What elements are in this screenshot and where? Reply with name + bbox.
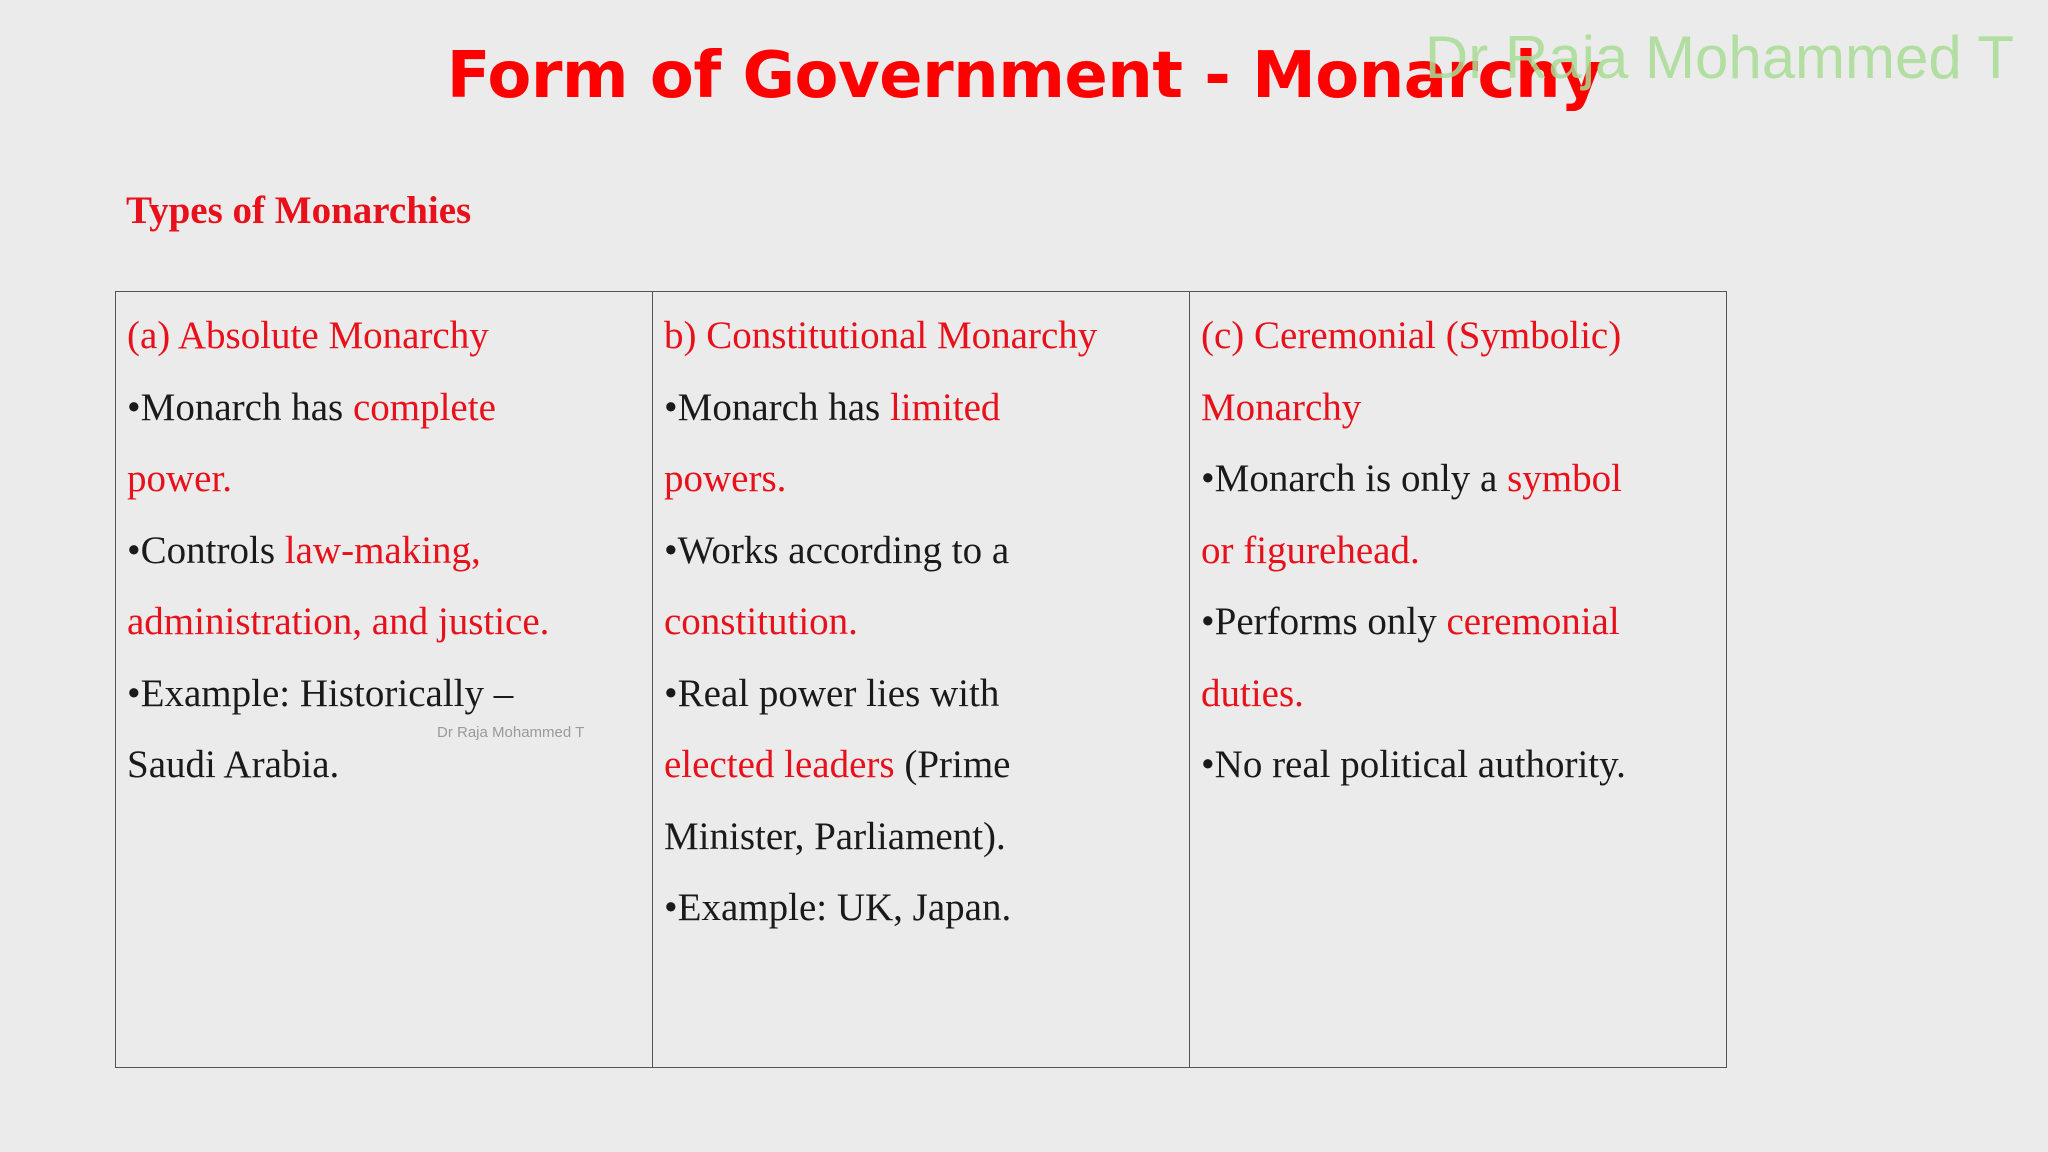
highlighted-text: power. (127, 457, 233, 500)
body-text: •Real power lies with (664, 671, 1000, 715)
bullet-line (1201, 515, 1716, 587)
body-text: •Monarch has (664, 385, 890, 429)
bullet-line (127, 515, 642, 587)
body-text: (Prime (894, 743, 1011, 786)
slide-title: Form of Government - Monarchy (446, 39, 1602, 113)
column-heading: (a) Absolute Monarchy (127, 314, 489, 357)
highlighted-text: or figurehead. (1201, 528, 1420, 572)
column-heading-line (1201, 300, 1716, 372)
highlighted-text: complete (352, 385, 496, 429)
body-text: Minister, Parliament). (664, 814, 1006, 858)
body-text: •Works according to a (664, 528, 1010, 572)
bullet-line (127, 372, 642, 444)
body-text: •Controls (127, 528, 285, 572)
highlighted-text: constitution. (664, 600, 858, 643)
highlighted-text: elected leaders (664, 743, 895, 786)
column-text (664, 300, 1179, 944)
bullet-line (664, 801, 1179, 873)
bullet-line (664, 872, 1179, 944)
bullet-line (664, 443, 1179, 515)
bullet-line (127, 586, 642, 658)
column-absolute-monarchy (116, 292, 653, 1067)
body-text: Saudi Arabia. (127, 743, 340, 786)
column-heading-line (664, 300, 1179, 372)
bullet-line (127, 658, 642, 730)
column-heading: b) Constitutional Monarchy (664, 314, 1098, 357)
column-heading-line (1201, 372, 1716, 444)
section-subtitle: Types of Monarchies (126, 189, 472, 232)
highlighted-text: duties. (1201, 671, 1304, 715)
monarchy-types-table (115, 291, 1727, 1068)
column-heading: (c) Ceremonial (Symbolic) (1201, 314, 1622, 357)
body-text: •Monarch is only a (1201, 457, 1508, 500)
body-text: •No real political authority. (1201, 743, 1626, 786)
highlighted-text: symbol (1507, 457, 1622, 500)
bullet-line (127, 443, 642, 515)
column-heading: Monarchy (1201, 385, 1362, 429)
bullet-line (664, 372, 1179, 444)
column-constitutional-monarchy (653, 292, 1190, 1067)
bullet-line (664, 515, 1179, 587)
column-text (1201, 300, 1716, 801)
watermark-top: Dr Raja Mohammed T (1424, 24, 2014, 91)
body-text: •Performs only (1201, 600, 1447, 643)
highlighted-text: ceremonial (1446, 600, 1620, 643)
bullet-line (1201, 658, 1716, 730)
body-text: •Example: Historically – (127, 671, 514, 715)
highlighted-text: powers. (664, 457, 787, 500)
column-ceremonial-monarchy (1190, 292, 1726, 1067)
bullet-line (664, 729, 1179, 801)
bullet-line (664, 586, 1179, 658)
highlighted-text: administration, and justice. (127, 600, 550, 643)
body-text: •Example: UK, Japan. (664, 886, 1012, 929)
column-heading-line (127, 300, 642, 372)
bullet-line (1201, 729, 1716, 801)
bullet-line (1201, 443, 1716, 515)
bullet-line (1201, 586, 1716, 658)
watermark-small: Dr Raja Mohammed T (437, 724, 585, 741)
body-text: •Monarch has (127, 385, 353, 429)
highlighted-text: law-making, (284, 528, 481, 572)
bullet-line (664, 658, 1179, 730)
highlighted-text: limited (889, 385, 1001, 429)
